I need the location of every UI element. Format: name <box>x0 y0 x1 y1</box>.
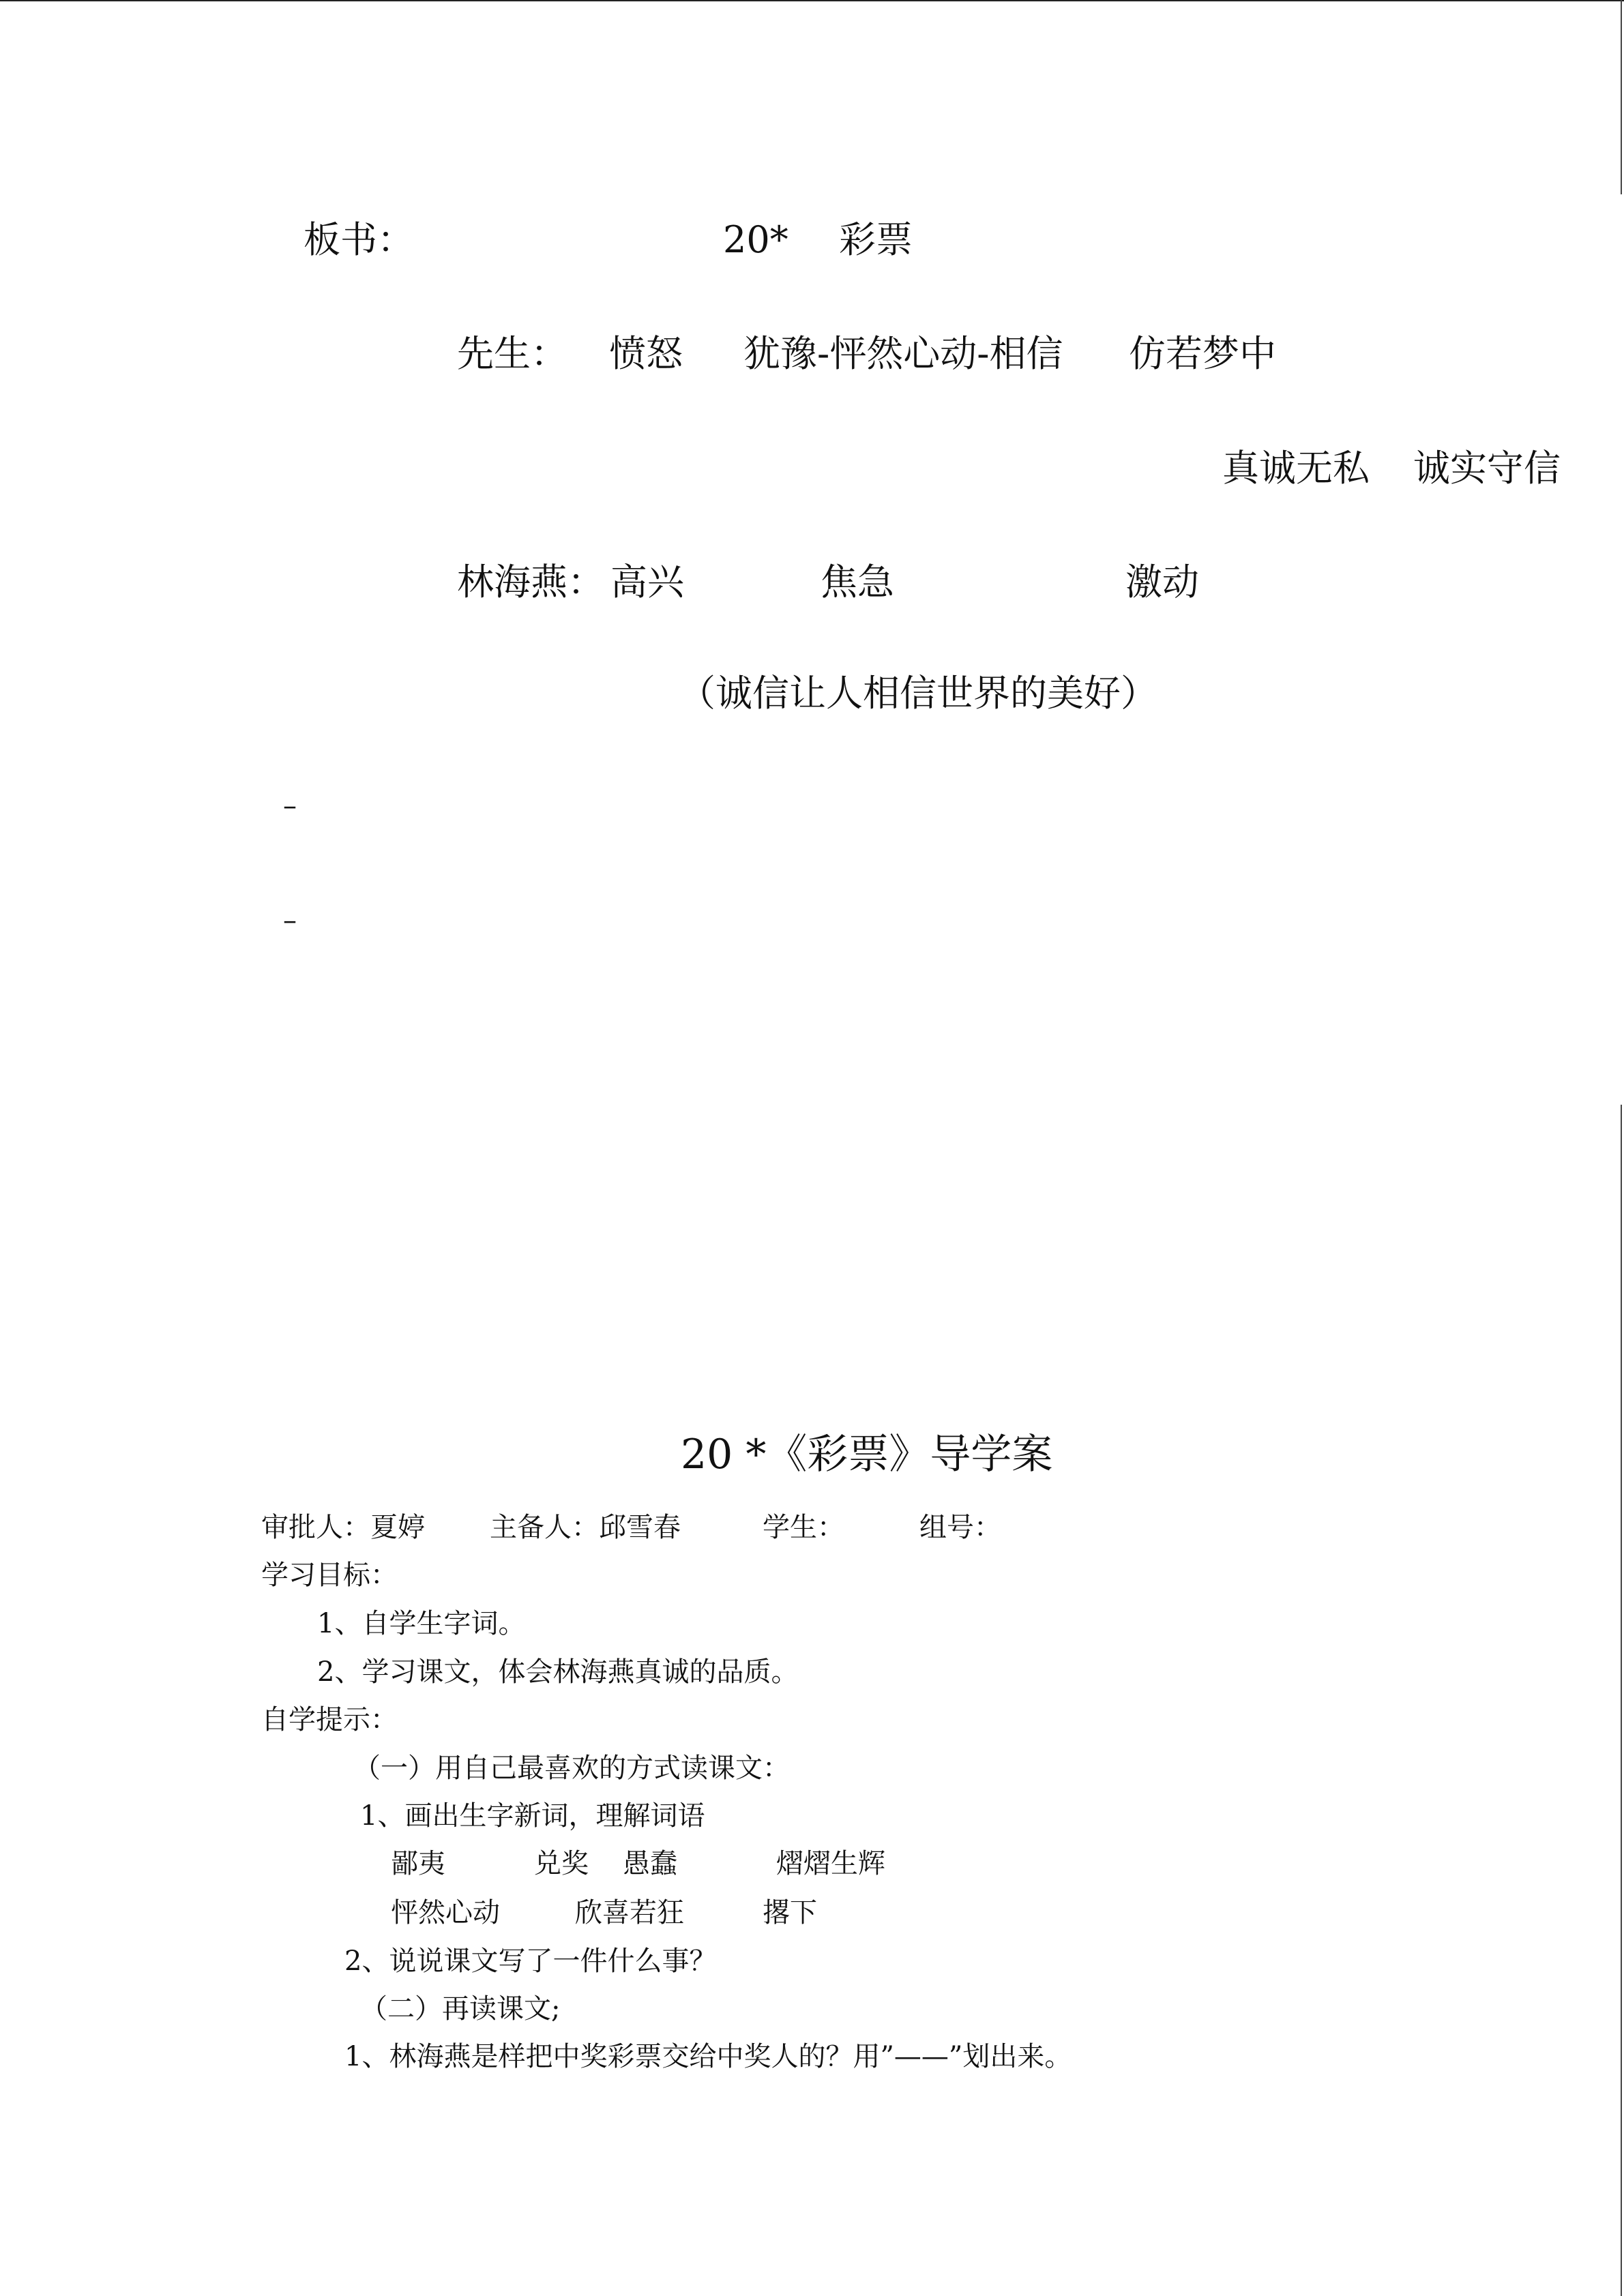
guide-title: 20 *《彩票》导学案 <box>681 1431 1053 1478</box>
goal-item-1: 1、自学生字词。 <box>317 1608 526 1639</box>
xiansheng-emotion-3: 仿若梦中 <box>1129 332 1276 375</box>
meta-student: 学生： <box>763 1512 844 1543</box>
board-theme: （诚信让人相信世界的美好） <box>679 672 1157 715</box>
goal-item-2: 2、学习课文，体会林海燕真诚的品质。 <box>317 1656 799 1688</box>
vocab-word: 撂下 <box>763 1897 817 1928</box>
page-top-border <box>0 0 1624 1</box>
tips-part-2: （二）再读课文; <box>360 1993 561 2025</box>
page-right-border-upper <box>1621 0 1622 194</box>
dash-mark-2: – <box>283 905 297 936</box>
vocab-word: 欣喜若狂 <box>575 1897 684 1928</box>
vocab-word: 鄙夷 <box>391 1848 445 1879</box>
linhaiyan-emotion-3: 激动 <box>1125 561 1199 603</box>
page-right-border-lower <box>1621 1105 1622 2296</box>
vocab-word: 熠熠生辉 <box>776 1848 885 1879</box>
virtue-1: 真诚无私 <box>1222 447 1370 490</box>
meta-approver: 审批人：夏婷 <box>261 1512 425 1543</box>
tips-item-1: 1、画出生字新词，理解词语 <box>360 1800 705 1832</box>
dash-mark-1: – <box>283 790 297 822</box>
vocab-word: 兑奖 <box>534 1848 589 1879</box>
board-title-number: 20* <box>723 218 788 261</box>
board-title-word: 彩票 <box>839 218 913 261</box>
meta-group: 组号： <box>919 1512 1001 1543</box>
vocab-word: 怦然心动 <box>391 1897 500 1928</box>
virtue-2: 诚实守信 <box>1413 447 1561 490</box>
xiansheng-emotion-1: 愤怒 <box>609 332 683 375</box>
linhaiyan-emotion-1: 高兴 <box>610 561 684 603</box>
board-label: 板书： <box>304 218 414 261</box>
xiansheng-name: 先生： <box>457 332 567 375</box>
xiansheng-emotion-2: 犹豫-怦然心动-相信 <box>743 332 1063 375</box>
tips-item-2: 2、说说课文写了一件什么事？ <box>344 1945 717 1977</box>
vocab-word: 愚蠢 <box>623 1848 677 1879</box>
tips-item-3: 1、林海燕是样把中奖彩票交给中奖人的？用”——”划出来。 <box>344 2041 1072 2072</box>
linhaiyan-emotion-2: 焦急 <box>821 561 894 603</box>
linhaiyan-name: 林海燕： <box>457 561 604 603</box>
meta-preparer: 主备人：邱雪春 <box>490 1512 681 1543</box>
goals-heading: 学习目标： <box>261 1560 398 1591</box>
tips-part-1: （一）用自己最喜欢的方式读课文： <box>353 1753 790 1784</box>
tips-heading: 自学提示： <box>261 1704 398 1735</box>
